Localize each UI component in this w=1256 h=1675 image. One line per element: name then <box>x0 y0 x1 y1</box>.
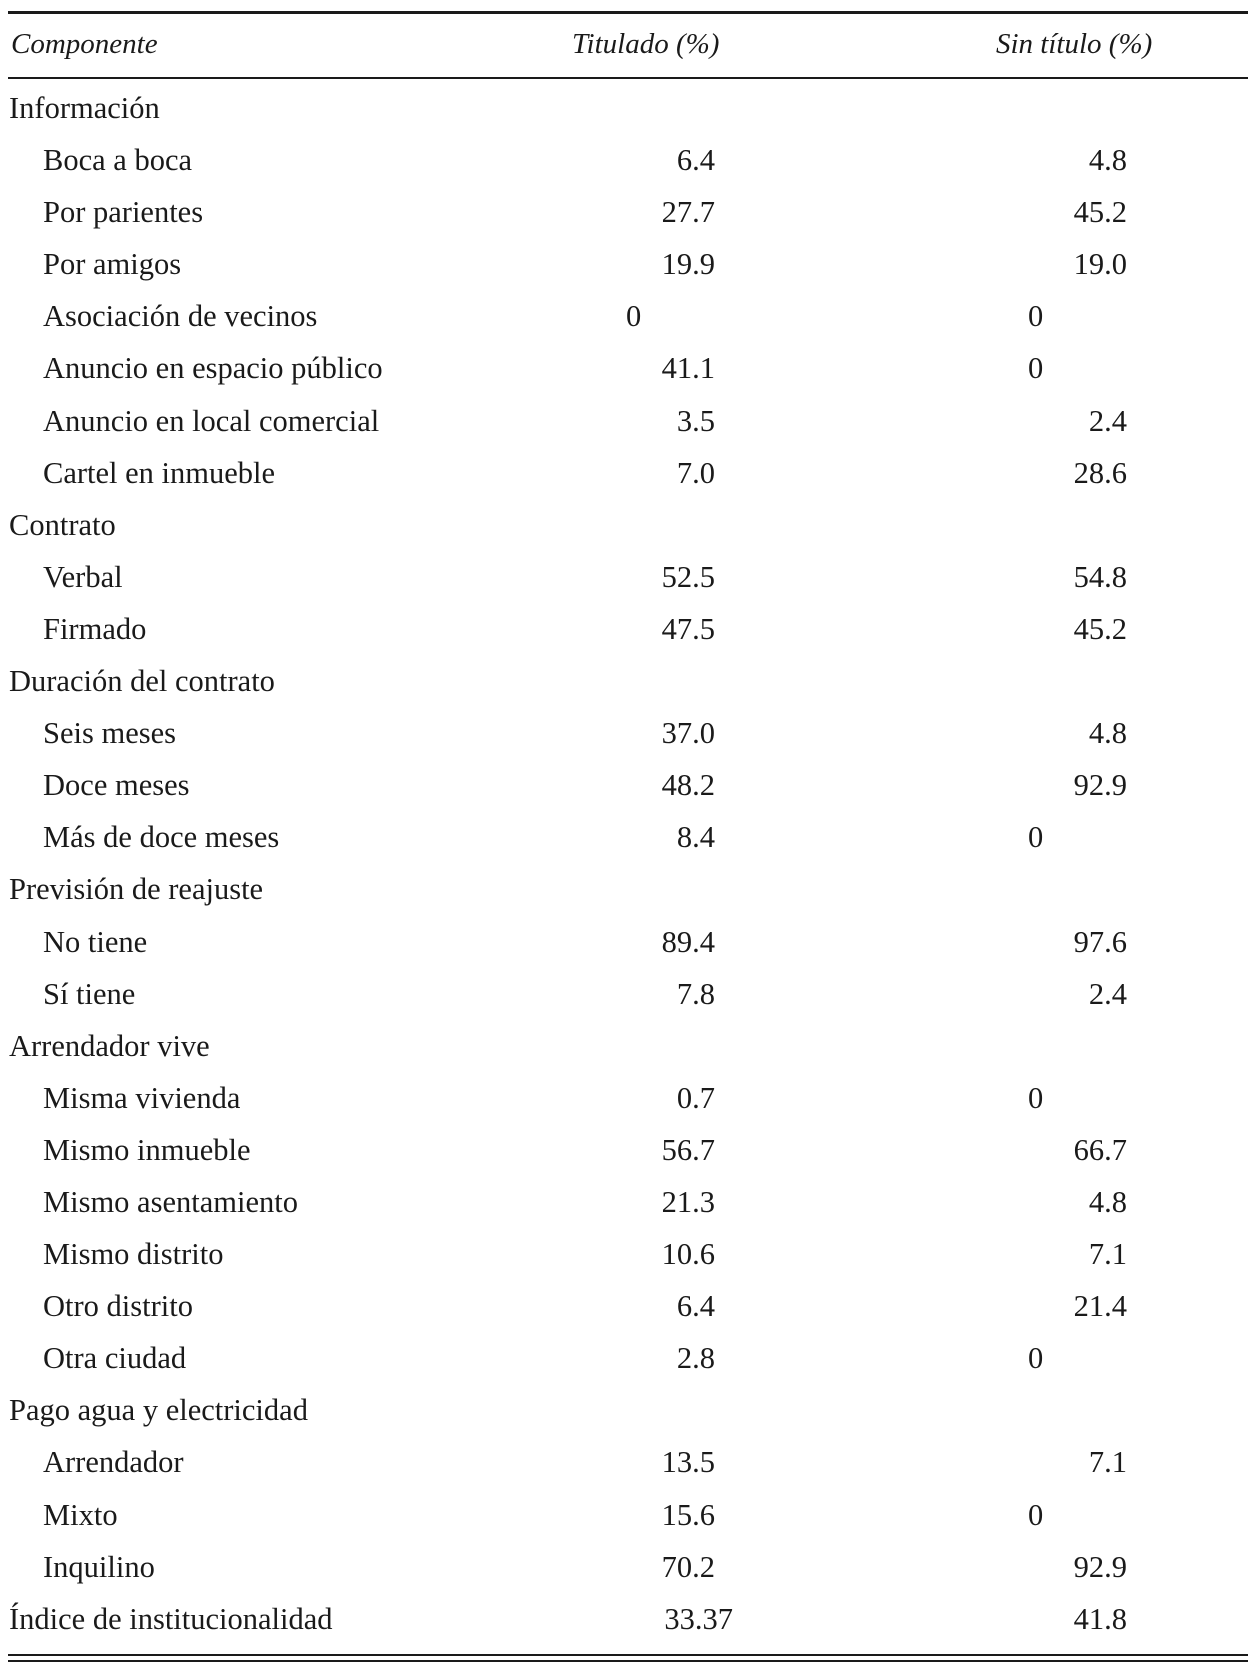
row-label: Por parientes <box>43 195 204 230</box>
table-row <box>8 811 1248 863</box>
untitled-value: 2.4 <box>1088 976 1127 1011</box>
titled-value: 47.5 <box>661 611 715 646</box>
row-label: Otro distrito <box>43 1289 193 1324</box>
titled-value: 52.5 <box>661 559 715 594</box>
titled-value: 8.4 <box>676 820 715 855</box>
row-label: Mismo inmueble <box>43 1132 251 1167</box>
section-row <box>8 499 1248 551</box>
table-row <box>8 186 1248 238</box>
titled-value: 6.4 <box>676 143 715 178</box>
table-row <box>8 1228 1248 1280</box>
table-row <box>8 290 1248 342</box>
table-row <box>8 707 1248 759</box>
row-label: Firmado <box>43 611 147 646</box>
header-rule <box>8 77 1248 79</box>
titled-value: 15.6 <box>661 1497 715 1532</box>
untitled-value: 45.2 <box>1073 195 1127 230</box>
untitled-value: 0 <box>1028 820 1044 855</box>
table-row <box>8 1541 1248 1593</box>
titled-value: 70.2 <box>661 1549 715 1584</box>
table-row <box>8 603 1248 655</box>
section-label: Previsión de reajuste <box>9 872 264 907</box>
titled-value: 19.9 <box>661 247 715 282</box>
row-label: Asociación de vecinos <box>43 299 318 334</box>
table-body <box>8 82 1248 1645</box>
table-row <box>8 1280 1248 1332</box>
row-label: Sí tiene <box>43 976 136 1011</box>
row-label: No tiene <box>43 924 148 959</box>
table-row <box>8 551 1248 603</box>
table-row <box>8 1072 1248 1124</box>
titled-value: 2.8 <box>676 1341 715 1376</box>
untitled-value: 66.7 <box>1073 1132 1127 1167</box>
titled-value: 0.7 <box>676 1080 715 1115</box>
table-row <box>8 1332 1248 1384</box>
table-row <box>8 134 1248 186</box>
table-row <box>8 916 1248 968</box>
header-component: Componente <box>11 28 158 60</box>
section-row <box>8 1020 1248 1072</box>
table-row <box>8 395 1248 447</box>
section-row <box>8 1384 1248 1436</box>
header-titled: Titulado (%) <box>572 28 720 60</box>
row-label: Mixto <box>43 1497 118 1532</box>
untitled-value: 19.0 <box>1073 247 1127 282</box>
untitled-value: 54.8 <box>1073 559 1127 594</box>
untitled-value: 97.6 <box>1073 924 1127 959</box>
row-label: Boca a boca <box>43 143 193 178</box>
untitled-value: 28.6 <box>1073 455 1127 490</box>
section-row <box>8 1593 1248 1645</box>
row-label: Anuncio en local comercial <box>43 403 380 438</box>
titled-value: 48.2 <box>661 768 715 803</box>
untitled-value: 0 <box>1028 1080 1044 1115</box>
row-label: Arrendador <box>43 1445 184 1480</box>
section-row <box>8 655 1248 707</box>
row-label: Inquilino <box>43 1549 155 1584</box>
table-row <box>8 759 1248 811</box>
untitled-value: 0 <box>1028 351 1044 386</box>
bottom-rule-upper <box>8 1654 1248 1656</box>
untitled-value: 2.4 <box>1088 403 1127 438</box>
table-row <box>8 1176 1248 1228</box>
table-row <box>8 1436 1248 1488</box>
untitled-value: 4.8 <box>1088 1184 1127 1219</box>
section-label: Duración del contrato <box>9 664 275 699</box>
titled-value: 6.4 <box>676 1289 715 1324</box>
table-row <box>8 238 1248 290</box>
row-label: Mismo distrito <box>43 1237 224 1272</box>
row-label: Mismo asentamiento <box>43 1184 298 1219</box>
section-label: Arrendador vive <box>9 1028 210 1063</box>
untitled-value: 21.4 <box>1073 1289 1127 1324</box>
untitled-value: 4.8 <box>1088 716 1127 751</box>
row-label: Por amigos <box>43 247 182 282</box>
table-row <box>8 1489 1248 1541</box>
section-row <box>8 82 1248 134</box>
row-label: Seis meses <box>43 716 177 751</box>
row-label: Doce meses <box>43 768 190 803</box>
titled-value: 41.1 <box>661 351 715 386</box>
titled-value: 7.8 <box>676 976 715 1011</box>
section-row <box>8 863 1248 915</box>
untitled-value: 4.8 <box>1088 143 1127 178</box>
titled-value: 7.0 <box>676 455 715 490</box>
row-label: Cartel en inmueble <box>43 455 276 490</box>
row-label: Otra ciudad <box>43 1341 187 1376</box>
titled-value: 13.5 <box>661 1445 715 1480</box>
section-label: Información <box>9 91 160 125</box>
titled-value: 37.0 <box>661 716 715 751</box>
untitled-value: 92.9 <box>1073 768 1127 803</box>
titled-value: 27.7 <box>661 195 715 230</box>
header-untitled: Sin título (%) <box>996 28 1153 60</box>
untitled-value: 41.8 <box>1073 1601 1127 1636</box>
untitled-value: 7.1 <box>1088 1445 1127 1480</box>
row-label: Anuncio en espacio público <box>43 351 383 386</box>
section-label: Pago agua y electricidad <box>9 1393 308 1428</box>
untitled-value: 0 <box>1028 1341 1044 1376</box>
titled-value: 89.4 <box>661 924 715 959</box>
titled-value: 0 <box>626 299 642 334</box>
titled-value: 21.3 <box>661 1184 715 1219</box>
titled-value: 56.7 <box>661 1132 715 1167</box>
bottom-rule-lower <box>8 1660 1248 1662</box>
table-header <box>8 22 1248 66</box>
titled-value: 10.6 <box>661 1237 715 1272</box>
section-label: Índice de institucionalidad <box>9 1601 333 1636</box>
top-rule <box>8 11 1248 14</box>
untitled-value: 7.1 <box>1088 1237 1127 1272</box>
table-row <box>8 1124 1248 1176</box>
untitled-value: 45.2 <box>1073 611 1127 646</box>
untitled-value: 92.9 <box>1073 1549 1127 1584</box>
row-label: Verbal <box>43 559 123 594</box>
untitled-value: 0 <box>1028 1497 1044 1532</box>
titled-value: 3.5 <box>676 403 715 438</box>
row-label: Misma vivienda <box>43 1080 241 1115</box>
table-row <box>8 968 1248 1020</box>
table-row <box>8 342 1248 394</box>
section-label: Contrato <box>9 507 116 542</box>
titled-value: 33.37 <box>664 1601 733 1636</box>
untitled-value: 0 <box>1028 299 1044 334</box>
table-row <box>8 447 1248 499</box>
row-label: Más de doce meses <box>43 820 280 855</box>
